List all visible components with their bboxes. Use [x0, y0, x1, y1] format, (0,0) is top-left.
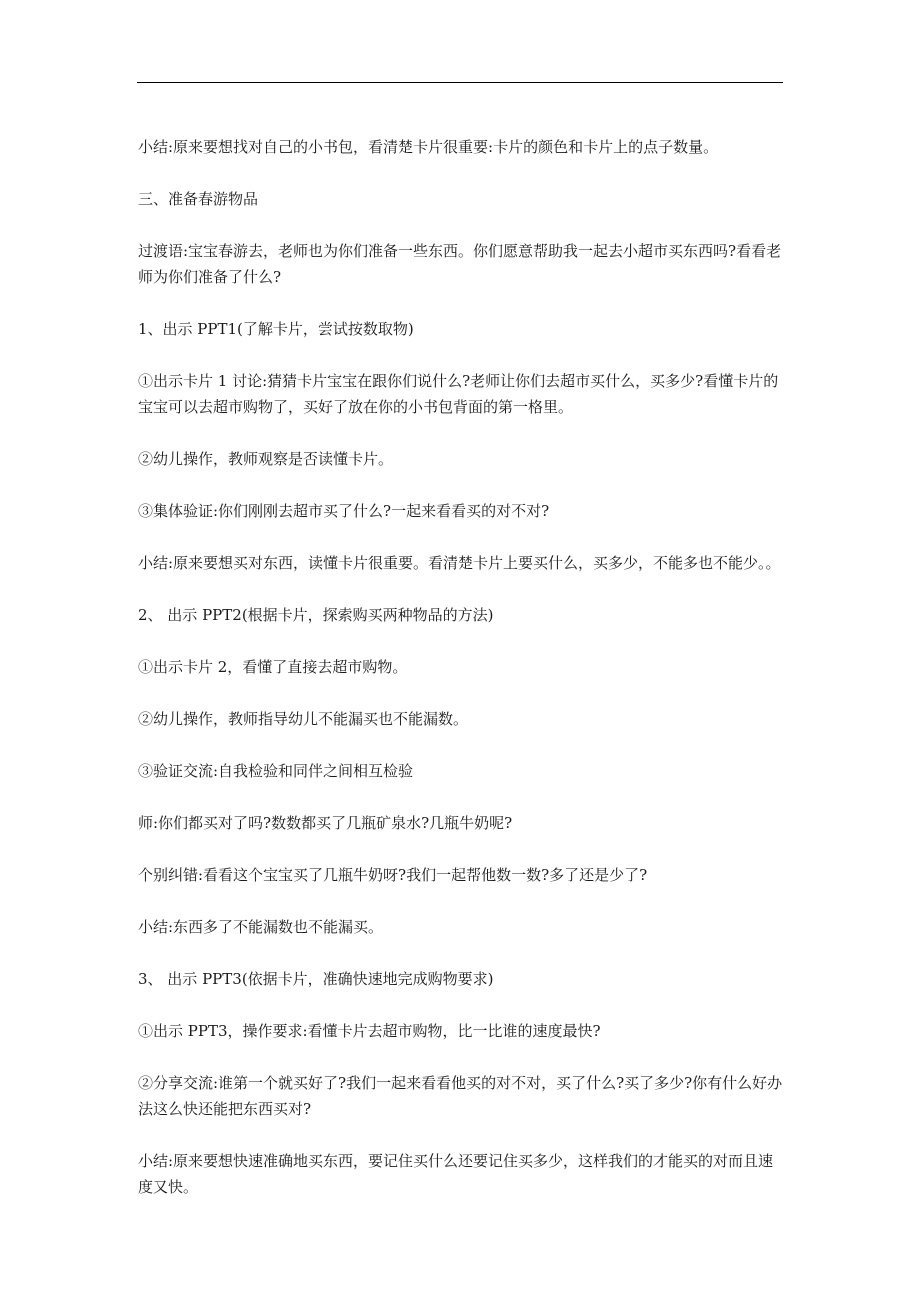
paragraph-teacher: 师:你们都买对了吗?数数都买了几瓶矿泉水?几瓶牛奶呢?	[138, 814, 513, 832]
paragraph-step-2-2: ②幼儿操作，教师指导幼儿不能漏买也不能漏数。	[138, 710, 469, 728]
paragraph-step-1-3: ③集体验证:你们刚刚去超市买了什么?一起来看看买的对不对?	[138, 502, 550, 520]
paragraph-transition: 过渡语:宝宝春游去，老师也为你们准备一些东西。你们愿意帮助我一起去小超市买东西吗?看看老师为你们准备了什么?	[138, 242, 782, 286]
step-heading-3: 3、 出示 PPT3(依据卡片，准确快速地完成购物要求)	[138, 970, 494, 988]
step-heading-2: 2、 出示 PPT2(根据卡片，探索购买两种物品的方法)	[138, 606, 494, 624]
header-rule	[137, 82, 783, 83]
paragraph-step-1-1: ①出示卡片 1 讨论:猜猜卡片宝宝在跟你们说什么?老师让你们去超市买什么，买多少?看懂卡片的宝宝可以去超市购物了，买好了放在你的小书包背面的第一格里。	[138, 372, 779, 416]
paragraph-step-2-3: ③验证交流:自我检验和同伴之间相互检验	[138, 762, 414, 780]
section-heading-3: 三、准备春游物品	[138, 190, 259, 208]
paragraph-step-1-2: ②幼儿操作，教师观察是否读懂卡片。	[138, 450, 394, 468]
paragraph-step-3-2: ②分享交流:谁第一个就买好了?我们一起来看看他买的对不对，买了什么?买了多少?你有什么好办法这么快还能把东西买对?	[138, 1074, 783, 1118]
paragraph-summary-2: 小结:原来要想买对东西，读懂卡片很重要。看清楚卡片上要买什么，买多少，不能多也不能少。。	[138, 554, 781, 572]
paragraph-summary-1: 小结:原来要想找对自己的小书包，看清楚卡片很重要:卡片的颜色和卡片上的点子数量。	[138, 138, 719, 156]
step-heading-1: 1、出示 PPT1(了解卡片，尝试按数取物)	[138, 320, 414, 338]
paragraph-summary-3: 小结:东西多了不能漏数也不能漏买。	[138, 918, 384, 936]
document-body	[138, 134, 786, 1226]
paragraph-summary-4: 小结:原来要想快速准确地买东西，要记住买什么还要记住买多少，这样我们的才能买的对而且速度又快。	[138, 1152, 774, 1196]
paragraph-step-3-1: ①出示 PPT3，操作要求:看懂卡片去超市购物，比一比谁的速度最快?	[138, 1022, 601, 1040]
paragraph-correction: 个别纠错:看看这个宝宝买了几瓶牛奶呀?我们一起帮他数一数?多了还是少了?	[138, 866, 648, 884]
paragraph-step-2-1: ①出示卡片 2，看懂了直接去超市购物。	[138, 658, 408, 676]
